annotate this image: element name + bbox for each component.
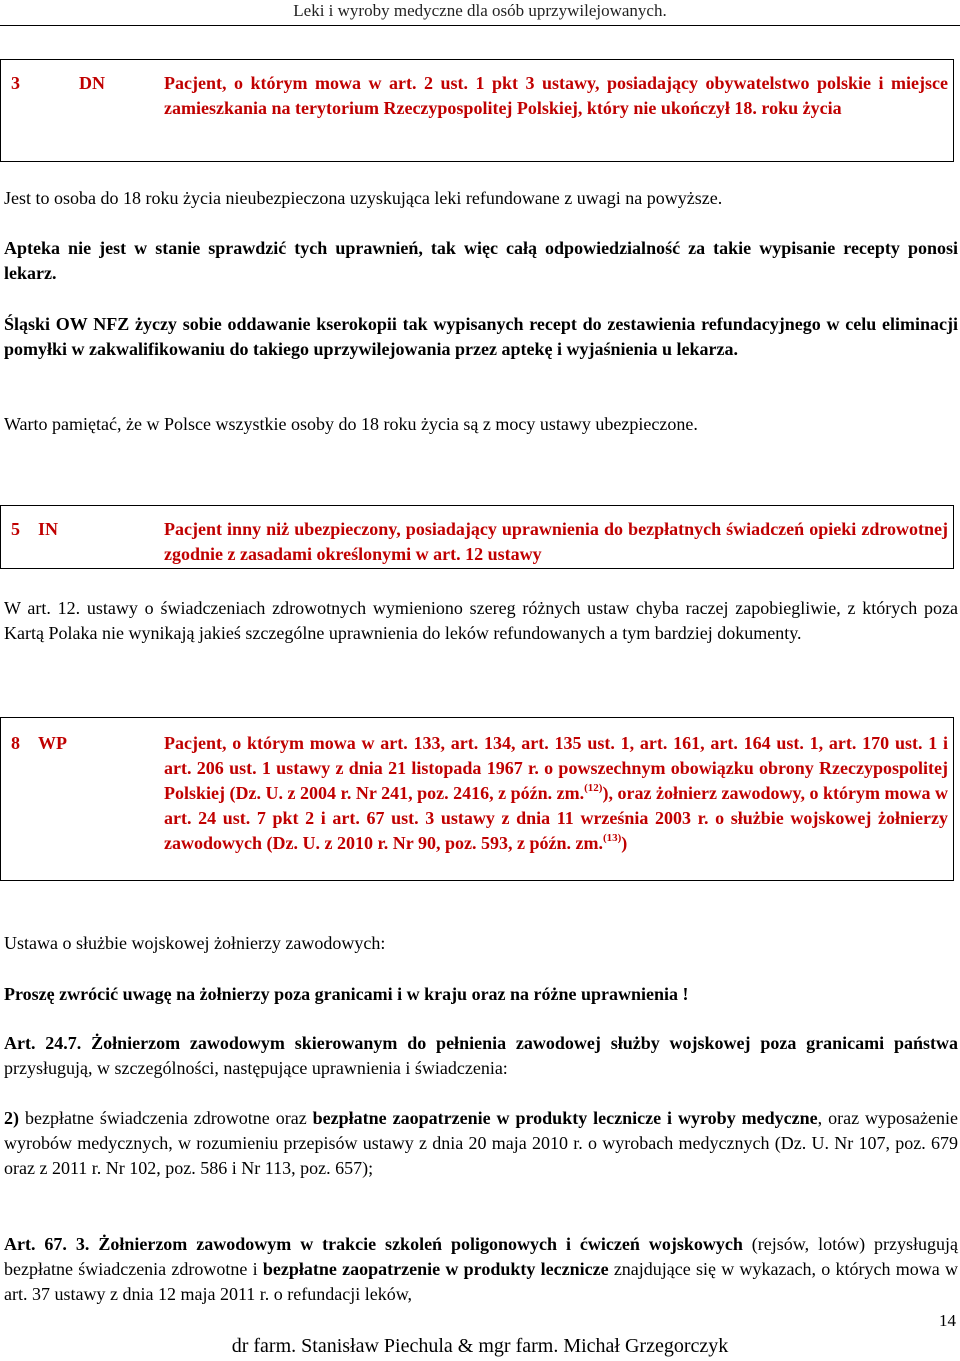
footer-authors: dr farm. Stanisław Piechula & mgr farm. Michał Grzegorczyk: [231, 1335, 729, 1357]
privilege-box-in: [0, 505, 954, 569]
privilege-box-dn: [0, 59, 954, 162]
paragraph: Jest to osoba do 18 roku życia nieubezpieczona uzyskująca leki refundowane z uwagi na powyższe.: [4, 188, 723, 208]
privilege-description: Pacjent, o którym mowa w art. 2 ust. 1 pkt 3 ustawy, posiadający obywatelstwo polskie i miejsce zamieszkania na terytorium Rzeczypospolitej Polskiej, który nie ukończył 18. roku życia: [164, 73, 948, 118]
page-number: 14: [939, 1311, 956, 1330]
privilege-code: IN: [38, 519, 59, 539]
paragraph: W art. 12. ustawy o świadczeniach zdrowotnych wymieniono szereg różnych ustaw chyba raczej zapobiegliwie, z których poza Kartą Polaka nie wynikają jakieś szczególne uprawnienia do leków refundowanych a tym bardziej dokumenty.: [4, 598, 958, 643]
paragraph: Warto pamiętać, że w Polsce wszystkie osoby do 18 roku życia są z mocy ustawy ubezpieczone.: [4, 414, 698, 434]
running-header: Leki i wyroby medyczne dla osób uprzywilejowanych.: [293, 1, 667, 20]
paragraph: Apteka nie jest w stanie sprawdzić tych uprawnień, tak więc całą odpowiedzialność za takie wypisanie recepty ponosi lekarz.: [4, 238, 958, 283]
article-24: Art. 24.7. Żołnierzom zawodowym skierowanym do pełnienia zawodowej służby wojskowej poza granicami państwa przysługują, w szczególności, następujące uprawnienia i świadczenia:: [4, 1033, 958, 1078]
privilege-code: WP: [38, 733, 67, 753]
article-24-point-2: 2) bezpłatne świadczenia zdrowotne oraz bezpłatne zaopatrzenie w produkty lecznicze i wyroby medyczne, oraz wyposażenie wyrobów medycznych, w rozumieniu przepisów ustawy z dnia 20 maja 2010 r. o wyrobach medycznych (Dz. U. Nr 107, poz. 679 oraz z 2011 r. Nr 102, poz. 586 i Nr 113, poz. 657);: [4, 1108, 958, 1178]
footnote-ref: (12): [584, 782, 603, 794]
privilege-description: Pacjent, o którym mowa w art. 133, art. 134, art. 135 ust. 1, art. 161, art. 164 ust. 1, art. 170 ust. 1 i art. 206 ust. 1 ustawy z dnia 21 listopada 1967 r. o powszechnym obowiązku obrony Rzeczypospolitej Polskiej (Dz. U. z 2004 r. Nr 241, poz. 2416, z późn. zm.$^{(12)}$), oraz żołnierz zawodowy, o którym mowa w art. 24 ust. 7 pkt 2 i art. 67 ust. 3 ustawy z dnia 11 września 2003 r. o służbie wojskowej żołnierzy zawodowych (Dz. U. z 2010 r. Nr 90, poz. 593, z późn. zm.$^{(13)}$): [164, 733, 949, 853]
paragraph: Śląski OW NFZ życzy sobie oddawanie kserokopii tak wypisanych recept do zestawienia refundacyjnego w celu eliminacji pomyłki w zakwalifikowaniu do takiego uprzywilejowania przez aptekę i wyjaśnienia u lekarza.: [4, 314, 958, 359]
notice: Proszę zwrócić uwagę na żołnierzy poza granicami i w kraju oraz na różne uprawnienia !: [4, 984, 689, 1004]
privilege-number: 8: [11, 733, 20, 753]
privilege-number: 3: [11, 73, 20, 93]
privilege-box-wp: [0, 717, 954, 881]
privilege-code: DN: [79, 73, 105, 93]
section-heading: Ustawa o służbie wojskowej żołnierzy zawodowych:: [4, 933, 386, 953]
footnote-ref: (13): [602, 832, 622, 844]
privilege-description: Pacjent inny niż ubezpieczony, posiadający uprawnienia do bezpłatnych świadczeń opieki zdrowotnej zgodnie z zasadami określonymi w art. 12 ustawy: [164, 519, 948, 564]
header-rule: [0, 25, 960, 26]
privilege-number: 5: [11, 519, 20, 539]
article-67: Art. 67. 3. Żołnierzom zawodowym w trakcie szkoleń poligonowych i ćwiczeń wojskowych (rejsów, lotów) przysługują bezpłatne świadczenia zdrowotne i bezpłatne zaopatrzenie w produkty lecznicze znajdujące się w wykazach, o których mowa w art. 37 ustawy z dnia 12 maja 2011 r. o refundacji leków,: [4, 1234, 958, 1304]
